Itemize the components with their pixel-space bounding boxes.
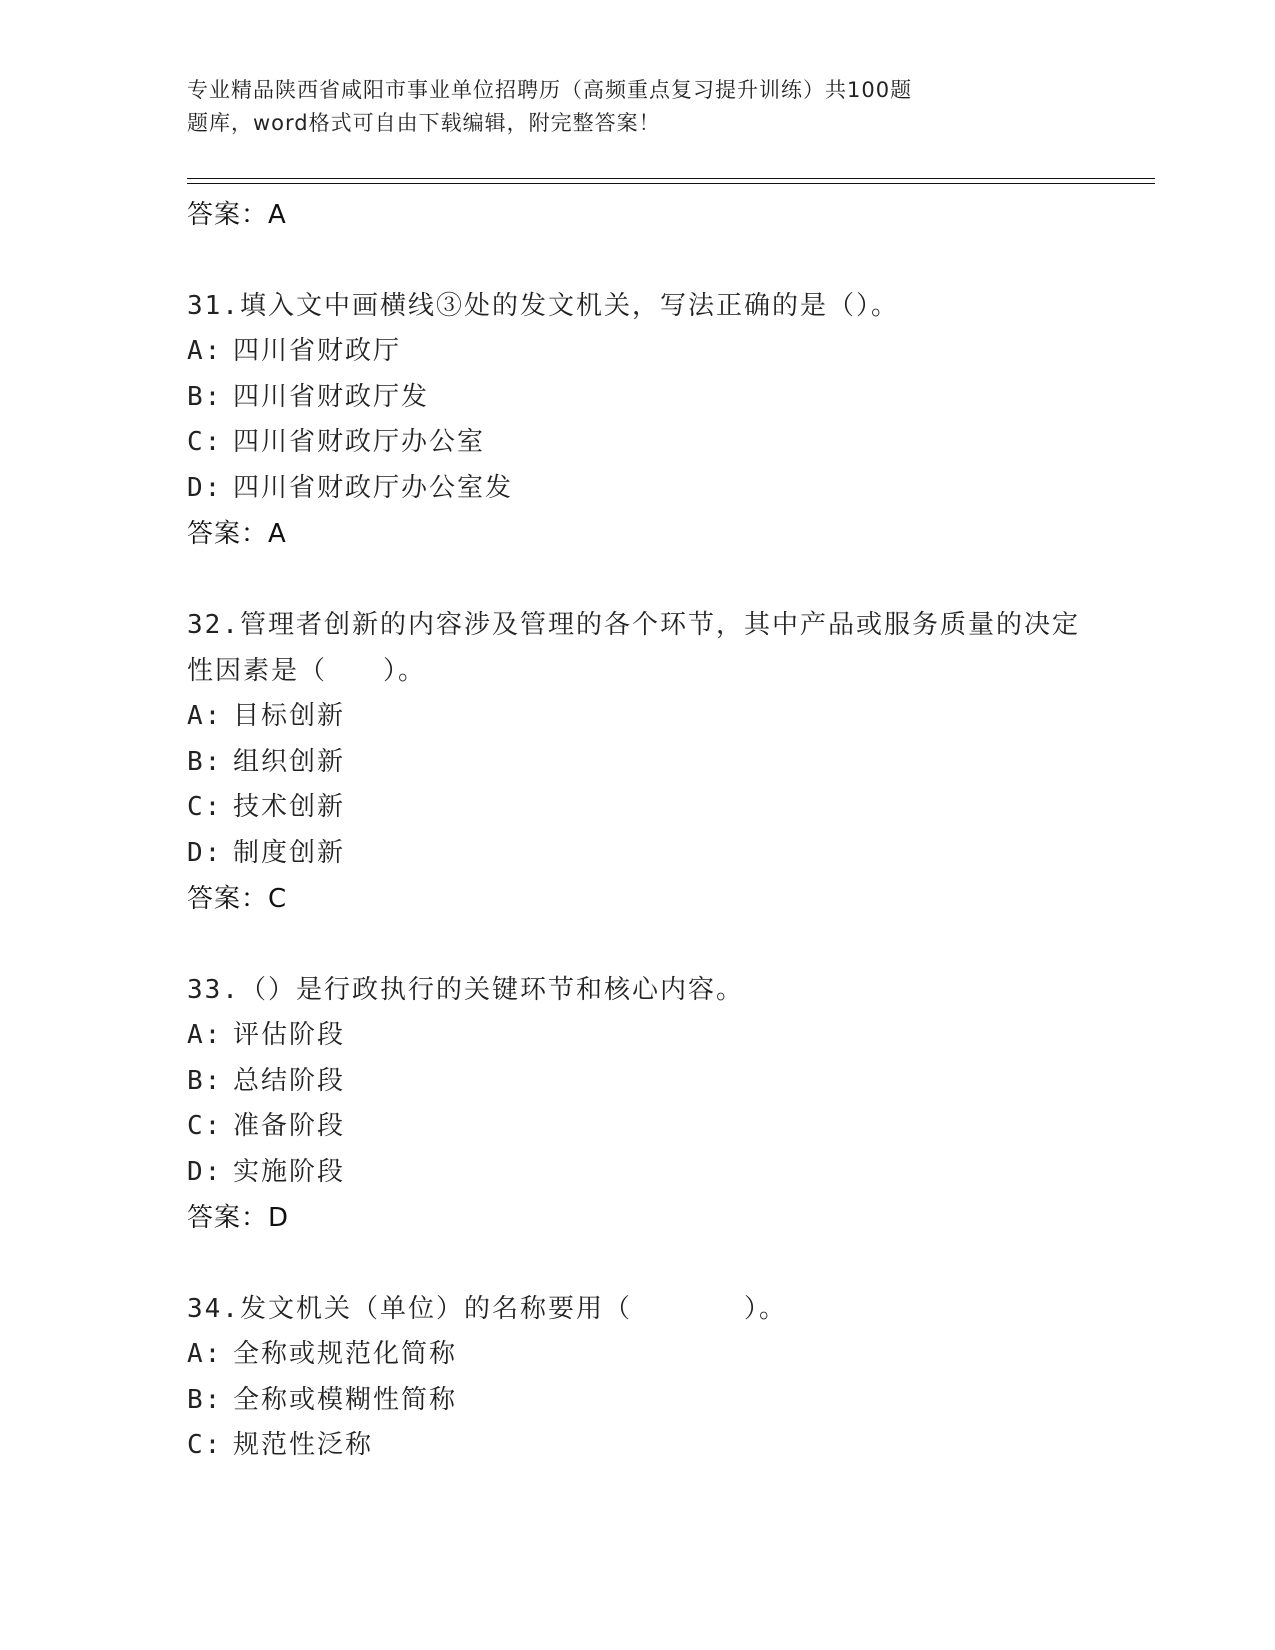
option-item bbox=[187, 1423, 1147, 1469]
answer-line: 答案：D bbox=[187, 1203, 290, 1233]
option-key: A: bbox=[187, 1339, 223, 1369]
option-item bbox=[187, 420, 1147, 466]
option-text: 评估阶段 bbox=[233, 1020, 346, 1050]
option-key: C: bbox=[187, 427, 223, 457]
question-block bbox=[187, 602, 1147, 922]
option-key: C: bbox=[187, 1430, 223, 1460]
question-text: 32.管理者创新的内容涉及管理的各个环节，其中产品或服务质量的决定性因素是（ ）。 bbox=[187, 610, 1080, 686]
option-key: A: bbox=[187, 1020, 223, 1050]
header-line-2: 题库，word格式可自由下载编辑，附完整答案！ bbox=[187, 111, 661, 135]
option-item bbox=[187, 1059, 1147, 1105]
option-item bbox=[187, 831, 1147, 877]
option-text: 目标创新 bbox=[233, 701, 346, 731]
option-text: 实施阶段 bbox=[233, 1156, 346, 1187]
option-item bbox=[187, 1378, 1147, 1424]
option-item bbox=[187, 740, 1147, 786]
header-divider-top bbox=[187, 178, 1155, 179]
option-text: 准备阶段 bbox=[233, 1111, 346, 1141]
option-item bbox=[187, 1104, 1147, 1150]
option-text: 制度创新 bbox=[233, 837, 346, 868]
header-divider-bottom bbox=[187, 183, 1155, 184]
option-text: 组织创新 bbox=[233, 746, 346, 777]
option-key: D: bbox=[187, 837, 223, 868]
answer-line: 答案：C bbox=[187, 884, 288, 914]
question-list bbox=[187, 192, 1147, 1469]
option-key: C: bbox=[187, 1111, 223, 1141]
option-item bbox=[187, 375, 1147, 421]
option-text: 四川省财政厅发 bbox=[233, 381, 430, 412]
header-line-1: 专业精品陕西省咸阳市事业单位招聘历（高频重点复习提升训练）共100题 bbox=[187, 78, 913, 102]
option-text: 全称或规范化简称 bbox=[233, 1339, 458, 1369]
option-text: 四川省财政厅 bbox=[233, 336, 402, 366]
option-key: B: bbox=[187, 381, 223, 412]
option-key: B: bbox=[187, 746, 223, 777]
option-item bbox=[187, 785, 1147, 831]
option-text: 四川省财政厅办公室 bbox=[233, 427, 486, 457]
option-key: C: bbox=[187, 792, 223, 822]
question-text: 33.（）是行政执行的关键环节和核心内容。 bbox=[187, 975, 744, 1005]
option-text: 技术创新 bbox=[233, 792, 346, 822]
option-item bbox=[187, 1332, 1147, 1378]
option-key: B: bbox=[187, 1384, 223, 1415]
document-header bbox=[187, 74, 1027, 140]
option-key: B: bbox=[187, 1065, 223, 1096]
option-item bbox=[187, 694, 1147, 740]
option-item bbox=[187, 329, 1147, 375]
question-block bbox=[187, 1286, 1147, 1469]
question-block bbox=[187, 967, 1147, 1241]
answer-line: 答案：A bbox=[187, 200, 287, 230]
answer-line: 答案：A bbox=[187, 519, 287, 549]
question-block bbox=[187, 283, 1147, 557]
option-text: 总结阶段 bbox=[233, 1065, 346, 1096]
option-item bbox=[187, 1150, 1147, 1196]
question-text: 31.填入文中画横线③处的发文机关，写法正确的是（）。 bbox=[187, 291, 899, 321]
option-key: D: bbox=[187, 472, 223, 503]
option-item bbox=[187, 1013, 1147, 1059]
option-key: A: bbox=[187, 336, 223, 366]
option-item bbox=[187, 466, 1147, 512]
option-text: 全称或模糊性简称 bbox=[233, 1384, 458, 1415]
option-key: D: bbox=[187, 1156, 223, 1187]
option-text: 四川省财政厅办公室发 bbox=[233, 472, 514, 503]
question-text: 34.发文机关（单位）的名称要用（ ）。 bbox=[187, 1294, 787, 1324]
option-text: 规范性泛称 bbox=[233, 1430, 374, 1460]
option-key: A: bbox=[187, 701, 223, 731]
